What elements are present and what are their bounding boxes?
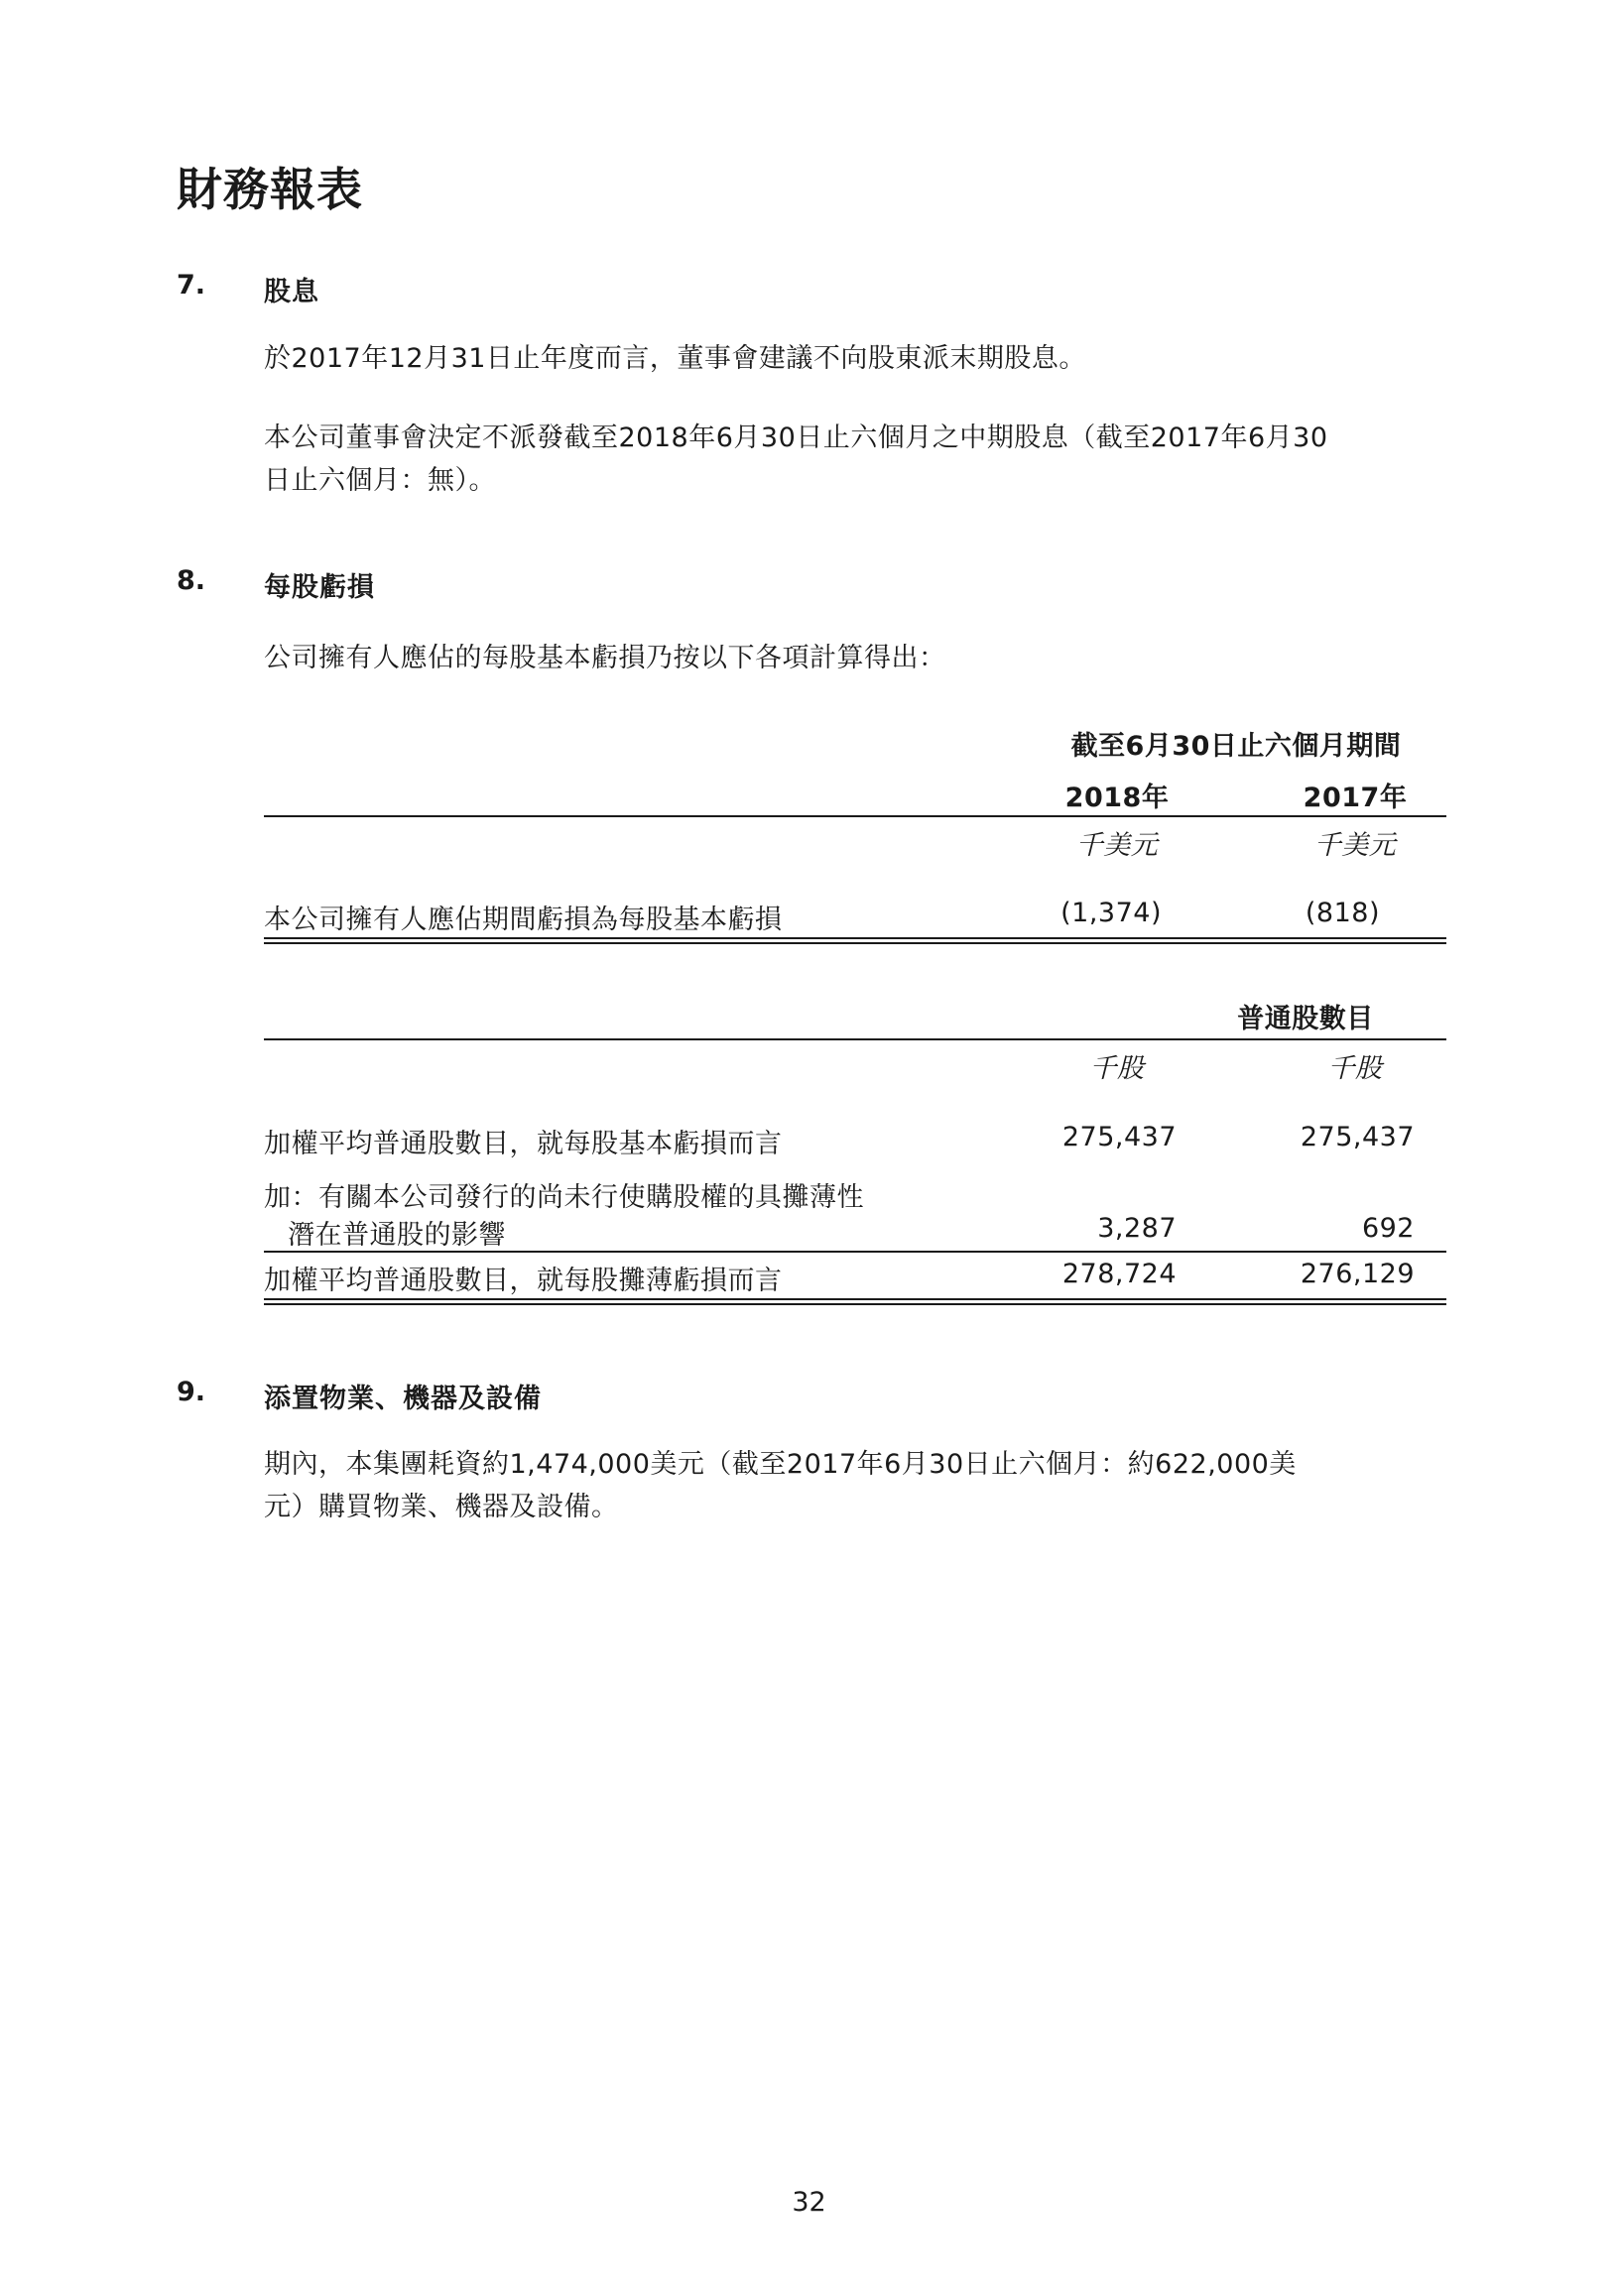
loss-row-label: 本公司擁有人應佔期間虧損為每股基本虧損 bbox=[264, 905, 783, 935]
shares-unit-2018: 千股 bbox=[1089, 1053, 1145, 1084]
section-9-paragraph bbox=[264, 1443, 1444, 1528]
shares-header: 普通股數目 bbox=[1237, 1004, 1374, 1034]
table-cell-2018: 275,437 bbox=[1061, 1122, 1177, 1152]
total-double-rule bbox=[264, 1298, 1446, 1305]
header-rule bbox=[264, 815, 1446, 817]
section-9-title: 添置物業、機器及設備 bbox=[264, 1384, 542, 1414]
loss-value-2018: (1,374) bbox=[1060, 898, 1162, 928]
table-row-label-continued: 潛在普通股的影響 bbox=[288, 1220, 506, 1251]
section-8-title: 每股虧損 bbox=[264, 572, 375, 603]
year-2017-header: 2017年 bbox=[1303, 783, 1408, 813]
section-7-title: 股息 bbox=[264, 277, 319, 307]
table-row-label: 加：有關本公司發行的尚未行使購股權的具攤薄性 bbox=[264, 1182, 864, 1213]
section-9-number: 9. bbox=[177, 1377, 206, 1407]
loss-table bbox=[264, 714, 1446, 952]
table-cell-2018: 3,287 bbox=[1097, 1213, 1177, 1244]
section-8-intro: 公司擁有人應佔的每股基本虧損乃按以下各項計算得出： bbox=[264, 643, 946, 673]
section-7-paragraph-2 bbox=[264, 417, 1444, 502]
section-9-paragraph-line-2: 元）購買物業、機器及設備。 bbox=[264, 1492, 619, 1522]
period-header: 截至6月30日止六個月期間 bbox=[1070, 731, 1402, 762]
table-row-label: 加權平均普通股數目，就每股基本虧損而言 bbox=[264, 1129, 783, 1159]
shares-header-rule bbox=[264, 1038, 1446, 1040]
page-number: 32 bbox=[792, 2187, 826, 2218]
page-title: 財務報表 bbox=[177, 163, 363, 216]
section-8-number: 8. bbox=[177, 565, 206, 596]
year-2018-header: 2018年 bbox=[1064, 783, 1170, 813]
table-row-label: 加權平均普通股數目，就每股攤薄虧損而言 bbox=[264, 1266, 783, 1296]
unit-2017: 千美元 bbox=[1313, 830, 1397, 861]
table-cell-2018: 278,724 bbox=[1061, 1259, 1177, 1289]
section-7-paragraph-1: 於2017年12月31日止年度而言，董事會建議不向股東派末期股息。 bbox=[264, 343, 1086, 374]
unit-2018: 千美元 bbox=[1075, 830, 1159, 861]
table-cell-2017: 276,129 bbox=[1300, 1259, 1415, 1289]
section-7-paragraph-2-line-2: 日止六個月：無）。 bbox=[264, 465, 496, 496]
loss-value-2017: (818) bbox=[1305, 898, 1380, 928]
section-7-number: 7. bbox=[177, 270, 206, 301]
total-double-rule bbox=[264, 937, 1446, 944]
shares-table bbox=[264, 987, 1446, 1314]
shares-unit-2017: 千股 bbox=[1327, 1053, 1383, 1084]
table-cell-2017: 275,437 bbox=[1300, 1122, 1415, 1152]
section-7-paragraph-2-line-1: 本公司董事會決定不派發截至2018年6月30日止六個月之中期股息（截至2017年6月30 bbox=[264, 423, 1328, 453]
subtotal-rule bbox=[264, 1251, 1446, 1253]
section-9-paragraph-line-1: 期內，本集團耗資約1,474,000美元（截至2017年6月30日止六個月：約622,000美 bbox=[264, 1449, 1297, 1480]
table-cell-2017: 692 bbox=[1361, 1213, 1415, 1244]
